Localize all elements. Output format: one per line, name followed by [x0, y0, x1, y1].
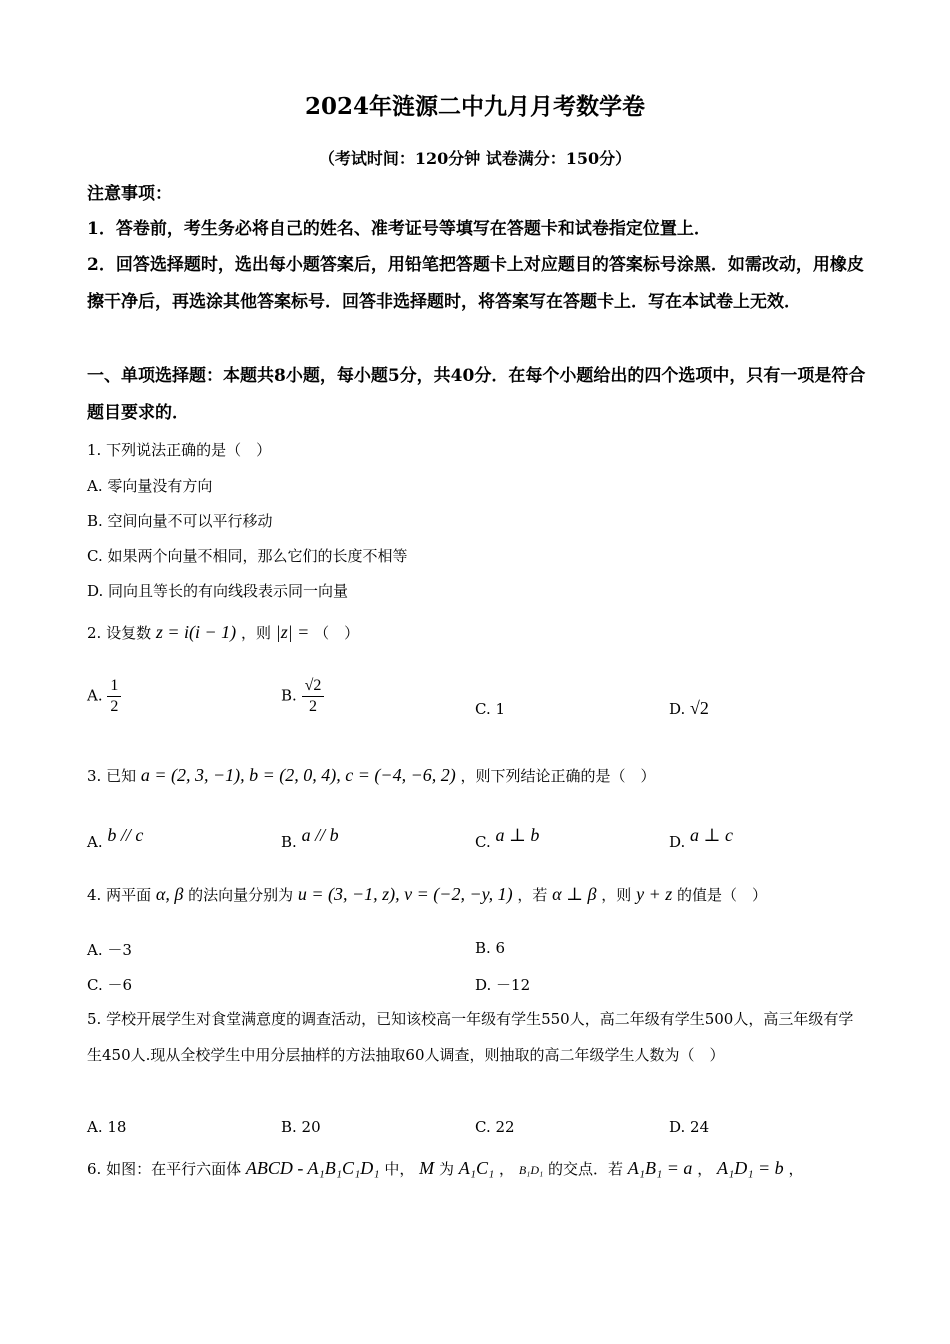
denominator: 2 — [308, 698, 317, 715]
question-6-equation-2: A₁D₁ = b — [717, 1158, 784, 1178]
question-2-option-c: C. 1 — [475, 700, 506, 718]
numerator: √2 — [302, 676, 325, 697]
question-4-text: 的法向量分别为 — [188, 886, 294, 904]
question-3-prefix: 3. 已知 — [87, 767, 137, 785]
question-2-stem — [87, 622, 359, 643]
option-label: A. — [87, 686, 103, 705]
notice-item-2: 2．回答选择题时，选出每小题答案后，用铅笔把答题卡上对应题目的答案标号涂黑．如需改动，用橡皮擦干净后，再选涂其他答案标号．回答非选择题时，将答案写在答题卡上．写在本试卷上无效． — [87, 255, 864, 312]
question-6-diagonal-2: B₁D₁ — [518, 1163, 544, 1177]
question-2-expression: z = i(i − 1) — [155, 622, 237, 642]
question-6-text: 中， — [384, 1160, 415, 1178]
question-3-option-a — [87, 825, 143, 851]
question-2-modulus: |z| = — [275, 622, 310, 642]
option-expression: a ⊥ b — [495, 825, 540, 845]
question-6-prefix: 6. 如图：在平行六面体 — [87, 1160, 242, 1178]
question-3-option-d — [669, 825, 733, 851]
option-expression: b // c — [107, 825, 144, 845]
question-5-option-d: D. 24 — [669, 1118, 710, 1136]
question-5-option-c: C. 22 — [475, 1118, 515, 1136]
question-6-point: M — [419, 1158, 435, 1178]
question-2-option-a — [87, 676, 121, 717]
question-1-stem: 1. 下列说法正确的是（ ） — [87, 441, 272, 459]
question-4-prefix: 4. 两平面 — [87, 886, 152, 904]
exam-subtitle: （考试时间：120分钟 试卷满分：150分） — [318, 149, 632, 168]
option-label: A. — [87, 833, 103, 851]
numerator: 1 — [107, 676, 121, 697]
question-4-stem — [87, 884, 767, 905]
question-5-option-a: A. 18 — [87, 1118, 127, 1136]
question-4-text: ，若 — [517, 886, 548, 904]
section-1-heading: 一、单项选择题：本题共8小题，每小题5分，共40分．在每个小题给出的四个选项中，只有一项是符合题目要求的． — [87, 366, 866, 423]
question-4-target: y + z — [636, 884, 673, 904]
question-6-text: ， — [697, 1160, 713, 1178]
notice-heading: 注意事项： — [87, 184, 172, 204]
option-label: B. — [281, 686, 297, 705]
question-4-option-a: A. －3 — [87, 941, 132, 959]
question-6-text: ， — [499, 1160, 515, 1178]
option-label: C. — [475, 833, 491, 851]
question-1-option-a: A. 零向量没有方向 — [87, 477, 213, 495]
question-3-vectors: a = (2, 3, −1), b = (2, 0, 4), c = (−4, −6, 2) — [140, 765, 456, 785]
question-6-stem — [87, 1158, 803, 1179]
option-expression: a ⊥ c — [690, 825, 733, 845]
question-4-option-c: C. －6 — [87, 976, 133, 994]
fraction — [107, 676, 121, 717]
question-2-mid: ，则 — [240, 624, 271, 642]
notice-item-1: 1．答卷前，考生务必将自己的姓名、准考证号等填写在答题卡和试卷指定位置上． — [87, 219, 711, 239]
question-6-suffix: ， — [788, 1160, 804, 1178]
question-3-option-c — [475, 825, 539, 851]
question-5-option-b: B. 20 — [281, 1118, 321, 1136]
question-4-planes: α, β — [155, 884, 184, 904]
question-6-solid: ABCD - A₁B₁C₁D₁ — [245, 1158, 380, 1178]
denominator: 2 — [110, 698, 119, 715]
fraction — [302, 676, 325, 717]
option-label: B. — [281, 833, 297, 851]
option-label: D. — [669, 700, 686, 718]
option-expression: a // b — [301, 825, 339, 845]
question-4-vectors: u = (3, −1, z), v = (−2, −y, 1) — [297, 884, 513, 904]
question-6-text: 的交点．若 — [547, 1160, 623, 1178]
question-4-suffix: 的值是（ ） — [677, 886, 768, 904]
question-5-stem: 5. 学校开展学生对食堂满意度的调查活动，已知该校高一年级有学生550人，高二年级有学生500人，高三年级有学生450人.现从全校学生中用分层抽样的方法抽取60人调查，则抽取的高二年级学生人数为（ ） — [87, 1010, 854, 1064]
question-2-option-b — [281, 676, 324, 717]
question-2-option-d — [669, 698, 709, 719]
question-1-option-c: C. 如果两个向量不相同，那么它们的长度不相等 — [87, 547, 408, 565]
question-1-option-d: D. 同向且等长的有向线段表示同一向量 — [87, 582, 349, 600]
question-2-suffix: （ ） — [314, 624, 360, 642]
question-4-option-d: D. －12 — [475, 976, 531, 994]
question-1-option-b: B. 空间向量不可以平行移动 — [87, 512, 273, 530]
question-2-prefix: 2. 设复数 — [87, 624, 152, 642]
exam-title: 2024年涟源二中九月月考数学卷 — [304, 93, 645, 120]
question-3-option-b — [281, 825, 339, 851]
question-4-option-b: B. 6 — [475, 939, 506, 957]
sqrt-value: √2 — [690, 698, 709, 718]
question-4-condition: α ⊥ β — [552, 884, 597, 904]
question-6-diagonal-1: A₁C₁ — [458, 1158, 495, 1178]
question-4-text: ，则 — [601, 886, 632, 904]
question-6-text: 为 — [438, 1160, 454, 1178]
question-6-equation-1: A₁B₁ = a — [627, 1158, 693, 1178]
question-3-stem — [87, 765, 656, 786]
option-label: D. — [669, 833, 686, 851]
question-3-suffix: ，则下列结论正确的是（ ） — [460, 767, 656, 785]
